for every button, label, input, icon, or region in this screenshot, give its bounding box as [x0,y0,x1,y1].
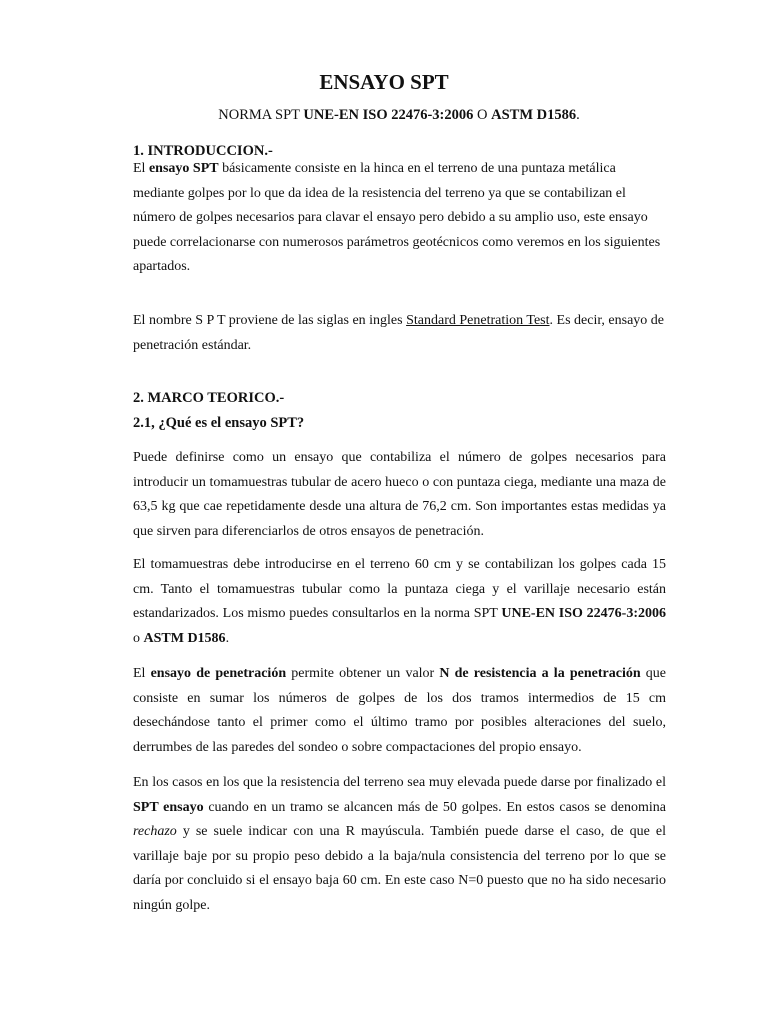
marco-paragraph-3 [133,662,666,760]
marco-p3-c: permite obtener un valor [286,666,440,681]
marco-p2-e: . [225,630,230,646]
norma-line [0,107,768,124]
marco-p2-une: UNE-EN ISO 22476-3:2006 [501,606,666,621]
marco-p2-astm: ASTM D1586 [143,630,226,646]
marco-paragraph-4 [133,771,666,918]
intro-heading: 1. INTRODUCCION.- [133,143,273,159]
intro-p2-b: . Es decir, ensayo de penetración estándar. [133,313,665,353]
norma-standard-une: UNE-EN ISO 22476-3:2006 [303,107,474,123]
marco-p3-ensayo: ensayo de penetración [150,666,287,681]
marco-p3-n-resistencia: N de resistencia a la penetración [439,666,641,681]
marco-p4-e: y se suele indicar con una R mayúscula. También puede darse el caso, de que el varillaje baje por su propio peso debido a la baja/nula consistencia del terreno por lo que se daría por concluido si el ensayo baja 60 cm. En este caso N=0 puesto que no ha sido necesario ningún golpe. [133,824,666,913]
marco-p4-a: En los casos en los que la resistencia del terreno sea muy elevada puede darse por finalizado el [133,775,666,790]
intro-paragraph-1 [133,157,666,280]
norma-standard-astm: ASTM D1586 [491,107,577,123]
marco-p4-c: cuando en un tramo se alcancen más de 50 golpes. En estos casos se denomina [203,799,667,815]
norma-suffix: . [576,107,580,123]
marco-p3-e: que consiste en sumar los números de golpes de los dos tramos intermedios de 15 cm desechándose tanto el primer como el último tramo por posibles alteraciones del suelo, derrumbes de las paredes del sondeo o sobre compactaciones del propio ensayo. [133,666,666,755]
marco-p4-spt: SPT ensayo [133,799,204,815]
intro-paragraph-2 [133,309,666,358]
marco-p4-rechazo: rechazo [133,824,177,839]
marco-paragraph-1: Puede definirse como un ensayo que contabiliza el número de golpes necesarios para introducir un tomamuestras tubular de acero hueco o con puntaza ciega, mediante una maza de 63,5 kg que cae repetidamente desde una altura de 76,2 cm. Son importantes estas medidas ya que sirven para diferenciarlos de otros ensayos de penetración. [133,450,666,539]
intro-p1-c: básicamente consiste en la hinca en el terreno de una puntaza metálica mediante golpes por lo que da idea de la resistencia del terreno ya que se contabilizan el número de golpes necesarios para clavar el ensayo pero debido a su amplio uso, este ensayo puede correlacionarse con numerosos parámetros geotécnicos como veremos en los siguientes apartados. [133,161,661,274]
marco-p2-a: El tomamuestras debe introducirse en el terreno 60 cm y se contabilizan los golpes cada 15 cm. Tanto el tomamuestras tubular como la puntaza ciega y el varillaje necesario están estandarizados. Los mismo puedes consultarlos en la norma SPT [133,557,666,621]
intro-p1-bold: ensayo SPT [148,161,219,176]
marco-p3-a: El [133,666,151,681]
marco-heading: 2. MARCO TEORICO.- [133,390,285,406]
intro-p1-a: El [133,161,149,176]
marco-paragraph-2 [133,553,666,651]
marco-p2-c: o [133,630,144,646]
norma-connector: O [473,107,492,123]
document-title: ENSAYO SPT [319,70,449,94]
intro-p2-a: El nombre S P T proviene de las siglas en ingles [133,313,407,328]
norma-prefix: NORMA SPT [218,107,304,123]
standard-penetration-test-link[interactable]: Standard Penetration Test [406,313,550,328]
marco-subheading: 2.1, ¿Qué es el ensayo SPT? [133,415,305,431]
